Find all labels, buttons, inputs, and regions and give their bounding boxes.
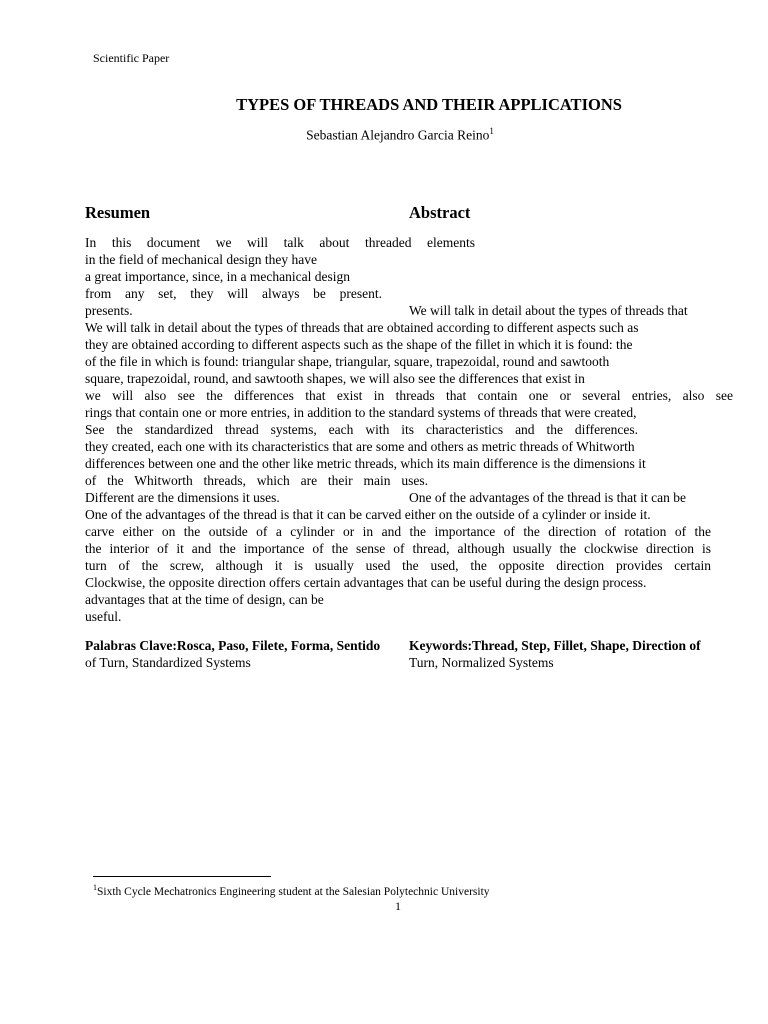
body-line: of the Whitworth threads, which are their main uses. — [85, 473, 428, 488]
body-line: the interior of it and the importance of the sense of thread, although usually the clockwise direction is — [85, 541, 711, 556]
body-line: differences between one and the other like metric threads, which its main difference is the dimensions it — [85, 456, 646, 471]
paper-title: TYPES OF THREADS AND THEIR APPLICATIONS — [236, 95, 622, 114]
body-line: they are obtained according to different aspects such as the shape of the fillet in which it is found: the — [85, 337, 633, 352]
author-footnote-mark: 1 — [489, 126, 494, 136]
resumen-heading: Resumen — [85, 203, 151, 222]
body-line: we will also see the differences that exist in threads that contain one or several entries, also see — [85, 388, 733, 403]
author-line — [0, 126, 768, 144]
keywords-line — [85, 638, 380, 654]
body-line: Different are the dimensions it uses. — [85, 490, 280, 505]
keywords-label-en: Keywords: — [409, 638, 472, 653]
body-line: We will talk in detail about the types of threads that — [409, 303, 688, 318]
body-line: One of the advantages of the thread is that it can be carved either on the outside of a cylinder or inside it. — [85, 507, 651, 522]
keywords-terms-es: Rosca, Paso, Filete, Forma, Sentido — [176, 638, 381, 653]
body-line: We will talk in detail about the types of threads that are obtained according to different aspects such as — [85, 320, 639, 335]
body-line: square, trapezoidal, round, and sawtooth shapes, we will also see the differences that exist in — [85, 371, 585, 386]
author-name: Sebastian Alejandro Garcia Reino — [306, 127, 490, 143]
body-line: in the field of mechanical design they have — [85, 252, 318, 267]
body-line: a great importance, since, in a mechanical design — [85, 269, 351, 284]
body-line: turn of the screw, although it is usually used the used, the opposite direction provides certain — [85, 558, 711, 573]
body-line: One of the advantages of the thread is that it can be — [409, 490, 687, 505]
running-head: Scientific Paper — [93, 51, 170, 65]
footnote-divider — [93, 876, 271, 877]
body-line: carve either on the outside of a cylinder or in and the importance of the direction of rotation of the — [85, 524, 711, 539]
keywords-terms-en: Thread, Step, Fillet, Shape, Direction of — [472, 638, 701, 653]
keywords-continuation-es: of Turn, Standardized Systems — [85, 655, 251, 670]
body-line: of the file in which is found: triangular shape, triangular, square, trapezoidal, round and sawtooth — [85, 354, 610, 369]
abstract-heading: Abstract — [409, 203, 471, 222]
footnote-text: Sixth Cycle Mechatronics Engineering student at the Salesian Polytechnic University — [97, 885, 490, 898]
body-line: they created, each one with its characteristics that are some and others as metric threads of Whitworth — [85, 439, 635, 454]
body-line: advantages that at the time of design, can be — [85, 592, 324, 607]
footnote-mark: 1 — [93, 883, 97, 892]
page-number: 1 — [395, 899, 401, 913]
body-line: useful. — [85, 609, 122, 624]
keywords-continuation-en: Turn, Normalized Systems — [409, 655, 554, 670]
footnote — [93, 883, 490, 898]
keywords-line — [409, 638, 701, 654]
body-line: rings that contain one or more entries, in addition to the standard systems of threads that were created, — [85, 405, 637, 420]
keywords-label-es: Palabras Clave: — [85, 638, 177, 653]
body-line: presents. — [85, 303, 133, 318]
body-line: Clockwise, the opposite direction offers certain advantages that can be useful during the design process. — [85, 575, 647, 590]
body-line: In this document we will talk about threaded elements — [85, 235, 475, 250]
body-line: from any set, they will always be present. — [85, 286, 382, 301]
body-line: See the standardized thread systems, each with its characteristics and the differences. — [85, 422, 638, 437]
